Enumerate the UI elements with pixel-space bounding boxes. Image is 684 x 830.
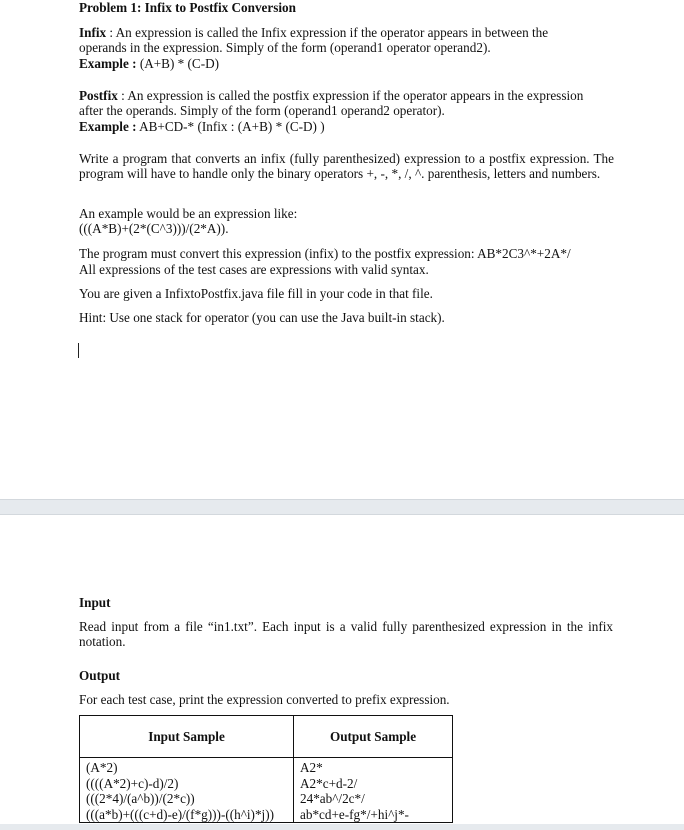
given-file-line: You are given a InfixtoPostfix.java file fill in your code in that file. <box>79 286 433 301</box>
valid-syntax-line: All expressions of the test cases are expressions with valid syntax. <box>79 262 429 277</box>
infix-term: Infix <box>79 25 107 40</box>
output-sample: A2* <box>300 760 323 775</box>
postfix-example-label: Example : <box>79 118 137 134</box>
output-sample: 24*ab^/2c*/ <box>300 791 365 807</box>
header-input-sample: Input Sample <box>80 716 294 758</box>
sample-table <box>79 715 453 823</box>
input-text: Read input from a file “in1.txt”. Each input is a valid fully parenthesized expression in the infix notation. <box>79 619 613 650</box>
example-intro: An example would be an expression like: <box>79 206 298 221</box>
postfix-example-value: AB+CD-* (Infix : (A+B) * (C-D) ) <box>136 118 325 134</box>
sample-table-header <box>80 716 453 758</box>
infix-definition <box>79 25 614 71</box>
header-output-sample: Output Sample <box>294 716 453 758</box>
hint-line: Hint: Use one stack for operator (you can use the Java built-in stack). <box>79 310 445 325</box>
input-sample: ((((A*2)+c)-d)/2) <box>86 775 179 791</box>
postfix-term: Postfix <box>79 88 118 103</box>
task-description: Write a program that converts an infix (fully parenthesized) expression to a postfix expression. The program will have to handle only the binary operators +, -, *, /, ^. parenthesis, letters and numbers. <box>79 151 614 182</box>
postfix-text-2: after the operands. Simply of the form (operand1 operand2 operator). <box>79 103 445 119</box>
infix-example-value: (A+B) * (C-D) <box>136 55 220 71</box>
example-expression: (((A*B)+(2*(C^3)))/(2*A)). <box>79 221 229 236</box>
input-samples-cell <box>80 758 294 823</box>
input-sample: (A*2) <box>86 760 118 775</box>
page-break <box>0 499 684 515</box>
infix-text-2: operands in the expression. Simply of the form (operand1 operator operand2). <box>79 40 491 56</box>
infix-text-1: : An expression is called the Infix expression if the operator appears in between the <box>106 25 549 40</box>
output-samples-cell <box>294 758 453 823</box>
sample-table-row <box>80 758 453 823</box>
input-sample: (((2*4)/(a^b))/(2*c)) <box>86 791 195 807</box>
postfix-definition <box>79 88 619 134</box>
output-sample: A2*c+d-2/ <box>300 775 358 791</box>
postfix-text-1: : An expression is called the postfix expression if the operator appears in the expression <box>117 88 584 103</box>
text-cursor[interactable] <box>78 343 79 358</box>
input-heading: Input <box>79 595 111 610</box>
infix-example-label: Example : <box>79 55 137 71</box>
output-sample: ab*cd+e-fg*/+hi^j*- <box>300 806 409 822</box>
convert-line: The program must convert this expression (infix) to the postfix expression: AB*2C3^*+2A*/ <box>79 246 571 261</box>
bottom-page-edge <box>0 824 684 830</box>
page-title: Problem 1: Infix to Postfix Conversion <box>79 0 296 15</box>
output-text: For each test case, print the expression converted to prefix expression. <box>79 692 450 707</box>
input-sample: (((a*b)+(((c+d)-e)/(f*g)))-((h^i)*j)) <box>86 806 274 822</box>
output-heading: Output <box>79 668 121 683</box>
